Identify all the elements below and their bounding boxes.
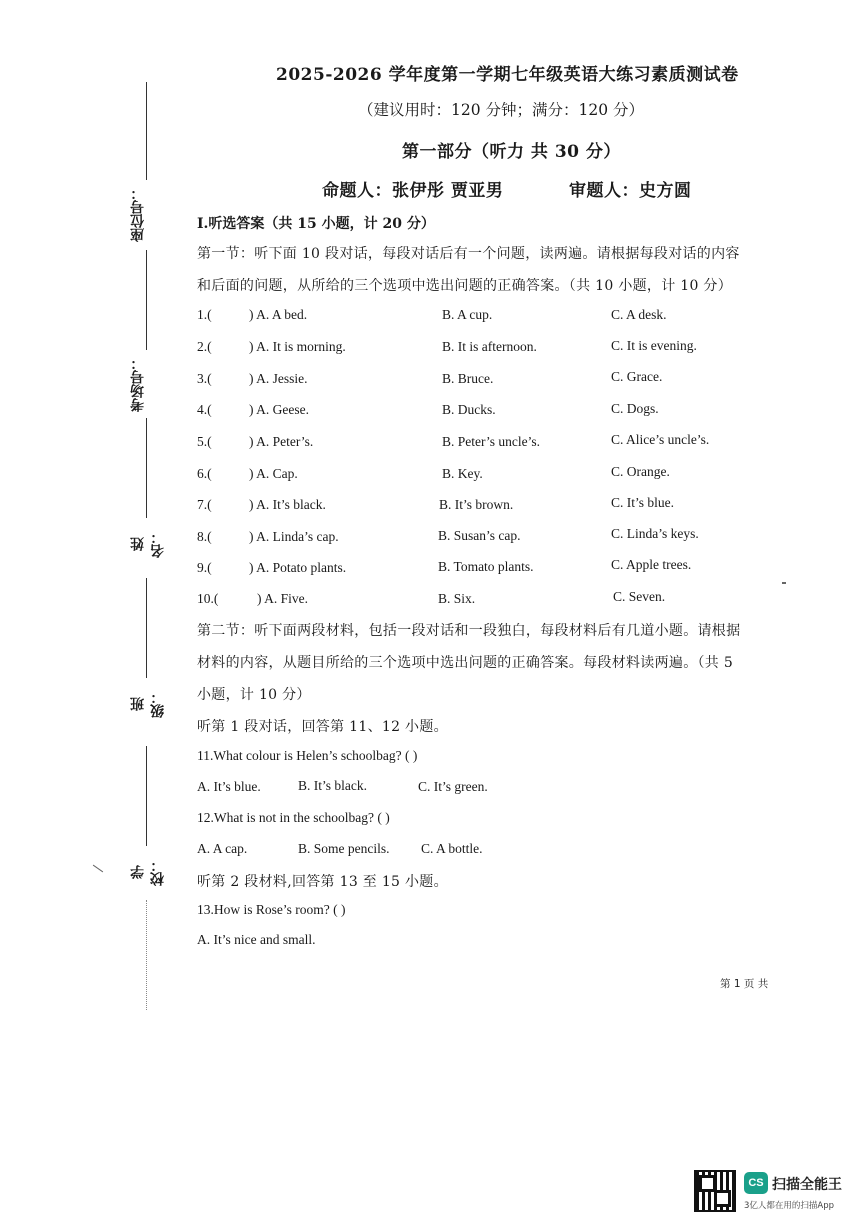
question-11-stem: 11.What colour is Helen’s schoolbag? ( ) [197, 748, 418, 763]
question-10-option-c: C. Seven. [613, 589, 666, 604]
binding-line-3 [146, 418, 147, 518]
question-1-number: 1.( [197, 307, 212, 322]
seat-number-label: 座位号： [130, 186, 146, 242]
scanner-app-name: 扫描全能王 [772, 1177, 842, 1193]
question-2-number: 2.( [197, 339, 212, 354]
exam-title: 2025-2026 学年度第一学期七年级英语大练习素质测试卷 [276, 65, 739, 85]
binding-line-2 [146, 250, 147, 350]
question-5-option-b: B. Peter’s uncle’s. [442, 434, 540, 449]
question-12-option-a: A. A cap. [197, 841, 248, 856]
question-10-number: 10.( [197, 591, 219, 606]
question-4-option-b: B. Ducks. [442, 402, 496, 417]
question-7-option-b: B. It’s brown. [439, 497, 514, 512]
section-1-instruction-line-2: 和后面的问题，从所给的三个选项中选出问题的正确答案。（共 10 小题，计 10 分） [197, 278, 733, 294]
question-5-option-c: C. Alice’s uncle’s. [611, 432, 710, 447]
question-9-option-b: B. Tomato plants. [438, 559, 534, 574]
section-2-instruction-line-2: 材料的内容，从题目所给的三个选项中选出问题的正确答案。每段材料读两遍。（共 5 [197, 655, 734, 671]
scan-mark [93, 865, 103, 873]
question-2-option-a: ) A. It is morning. [249, 339, 346, 354]
qr-code-icon [694, 1170, 736, 1212]
question-3-number: 3.( [197, 371, 212, 386]
question-1-option-c: C. A desk. [611, 307, 667, 322]
section-2-instruction-line-1: 第二节：听下面两段材料，包括一段对话和一段独白，每段材料后有几道小题。请根据 [197, 623, 741, 639]
class-label: 班级： [130, 690, 166, 718]
exam-room-label: 考场号： [130, 356, 146, 412]
question-9-option-c: C. Apple trees. [611, 557, 692, 572]
question-8-option-a: ) A. Linda’s cap. [249, 529, 339, 544]
scanner-app-tagline: 3亿人都在用的扫描App [744, 1201, 835, 1211]
binding-line-1 [146, 82, 147, 180]
question-6-number: 6.( [197, 466, 212, 481]
part-heading: 第一部分（听力 共 30 分） [402, 142, 621, 162]
binding-line-4 [146, 578, 147, 678]
section-1-instruction-line-1: 第一节：听下面 10 段对话，每段对话后有一个问题，读两遍。请根据每段对话的内容 [197, 246, 740, 262]
question-2-option-c: C. It is evening. [611, 338, 697, 353]
question-10-option-a: ) A. Five. [257, 591, 309, 606]
question-4-number: 4.( [197, 402, 212, 417]
camscanner-logo: CS [744, 1172, 768, 1194]
question-11-option-c: C. It’s green. [418, 779, 488, 794]
question-11-option-a: A. It’s blue. [197, 779, 261, 794]
reviewer-line: 审题人：史方圆 [569, 181, 692, 201]
question-13-stem: 13.How is Rose’s room? ( ) [197, 902, 346, 917]
question-7-option-c: C. It’s blue. [611, 495, 674, 510]
question-7-option-a: ) A. It’s black. [249, 497, 326, 512]
question-1-option-b: B. A cup. [442, 307, 493, 322]
setter-line: 命题人：张伊彤 贾亚男 [322, 181, 504, 201]
question-7-number: 7.( [197, 497, 212, 512]
question-4-option-c: C. Dogs. [611, 401, 659, 416]
question-12-option-c: C. A bottle. [421, 841, 483, 856]
scan-dot [782, 582, 786, 584]
question-3-option-b: B. Bruce. [442, 371, 494, 386]
question-13-option-a: A. It’s nice and small. [197, 932, 316, 947]
material-2-note: 听第 2 段材料,回答第 13 至 15 小题。 [197, 874, 448, 890]
question-5-number: 5.( [197, 434, 212, 449]
question-4-option-a: ) A. Geese. [249, 402, 309, 417]
section-1-heading: I.听选答案（共 15 小题，计 20 分） [197, 216, 435, 232]
question-3-option-a: ) A. Jessie. [249, 371, 308, 386]
question-12-stem: 12.What is not in the schoolbag? ( ) [197, 810, 390, 825]
question-6-option-c: C. Orange. [611, 464, 670, 479]
question-8-option-c: C. Linda’s keys. [611, 526, 699, 541]
question-6-option-b: B. Key. [442, 466, 483, 481]
section-2-instruction-line-3: 小题，计 10 分） [197, 687, 311, 703]
question-12-option-b: B. Some pencils. [298, 841, 390, 856]
question-9-number: 9.( [197, 560, 212, 575]
question-8-number: 8.( [197, 529, 212, 544]
page-number: 第 1 页 共 [720, 978, 769, 990]
binding-line-6 [146, 900, 147, 1010]
material-1-note: 听第 1 段对话，回答第 11、12 小题。 [197, 719, 448, 735]
question-1-option-a: ) A. A bed. [249, 307, 308, 322]
question-9-option-a: ) A. Potato plants. [249, 560, 347, 575]
question-10-option-b: B. Six. [438, 591, 476, 606]
question-2-option-b: B. It is afternoon. [442, 339, 537, 354]
question-3-option-c: C. Grace. [611, 369, 663, 384]
time-note: （建议用时：120 分钟；满分：120 分） [358, 101, 645, 119]
question-8-option-b: B. Susan’s cap. [438, 528, 521, 543]
name-label: 姓名： [130, 530, 166, 558]
question-5-option-a: ) A. Peter’s. [249, 434, 314, 449]
school-label: 学校： [130, 858, 166, 886]
question-11-option-b: B. It’s black. [298, 778, 367, 793]
binding-line-5 [146, 746, 147, 846]
question-6-option-a: ) A. Cap. [249, 466, 298, 481]
